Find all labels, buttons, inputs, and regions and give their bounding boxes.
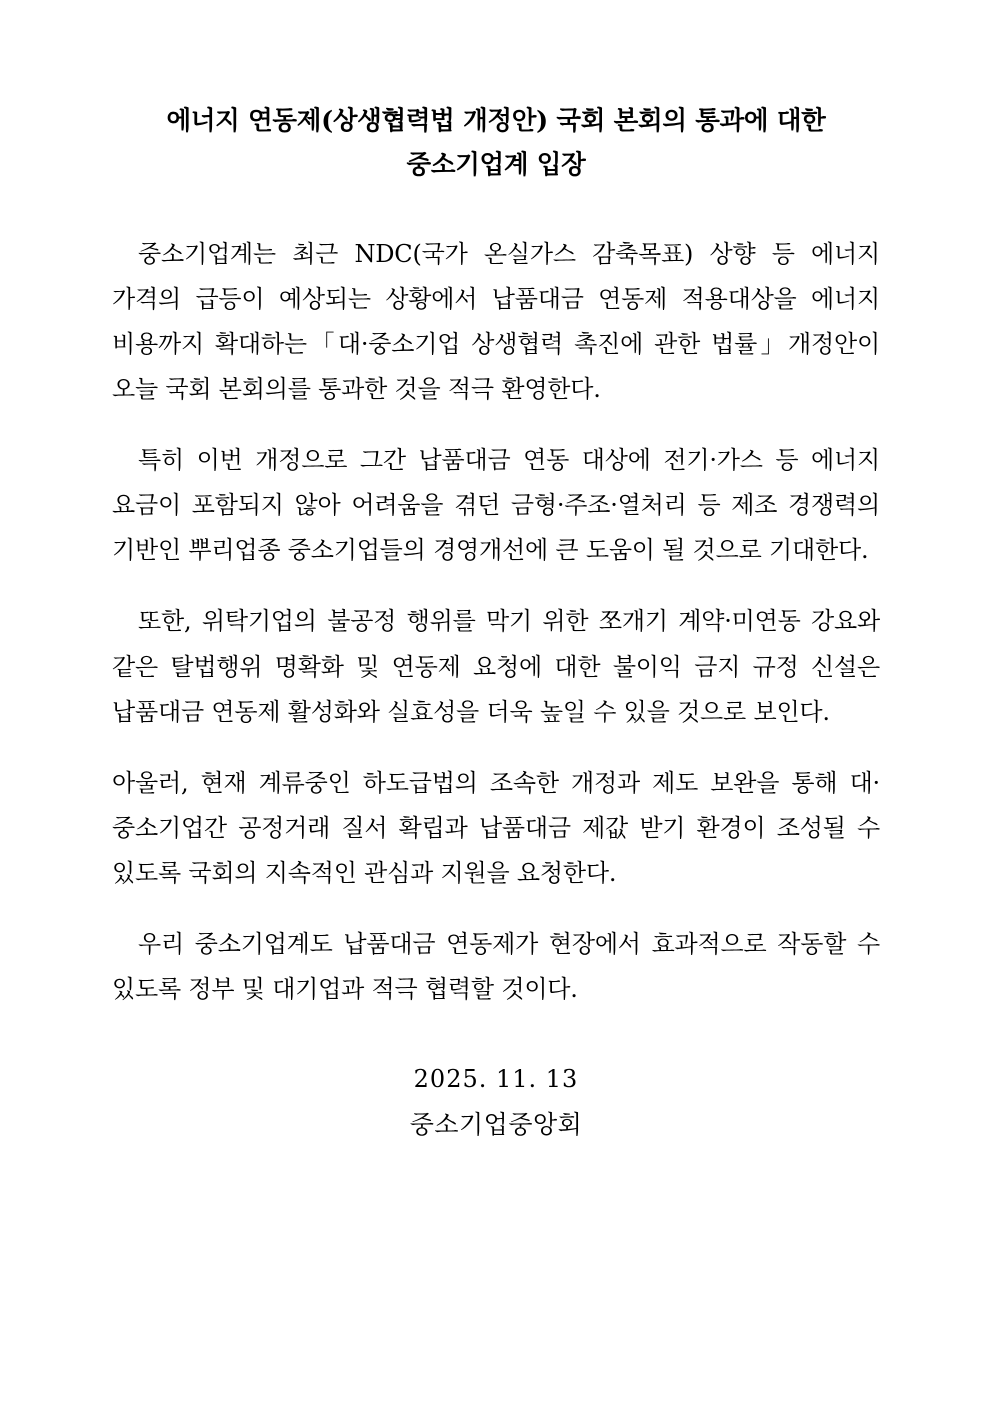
page-title-line-1: 에너지 연동제(상생협력법 개정안) 국회 본회의 통과에 대한	[166, 106, 826, 136]
body-paragraph-1: 중소기업계는 최근 NDC(국가 온실가스 감축목표) 상향 등 에너지 가격의 급등이 예상되는 상황에서 납품대금 연동제 적용대상을 에너지 비용까지 확대하는「대·중소기업 상생협력 촉진에 관한 법률」개정안이 오늘 국회 본회의를 통과한 것을 적극 환영한다.	[112, 239, 880, 404]
body-paragraph-4: 아울러, 현재 계류중인 하도급법의 조속한 개정과 제도 보완을 통해 대·중소기업간 공정거래 질서 확립과 납품대금 제값 받기 환경이 조성될 수 있도록 국회의 지속적인 관심과 지원을 요청한다.	[112, 768, 880, 888]
paragraph-gap-4	[112, 912, 880, 922]
title-body-spacer	[112, 206, 880, 232]
body-paragraph-3: 또한, 위탁기업의 불공정 행위를 막기 위한 쪼개기 계약·미연동 강요와 같은 탈법행위 명확화 및 연동제 요청에 대한 불이익 금지 규정 신설은 납품대금 연동제 활성화와 실효성을 더욱 높일 수 있을 것으로 보인다.	[112, 607, 880, 726]
paragraph-gap-3	[112, 751, 880, 761]
paragraph-gap-2	[112, 589, 880, 599]
body-paragraph-5: 우리 중소기업계도 납품대금 연동제가 현장에서 효과적으로 작동할 수 있도록 정부 및 대기업과 적극 협력할 것이다.	[112, 930, 880, 1004]
page-title-line-2: 중소기업계 입장	[406, 149, 586, 180]
signature-block	[112, 1058, 880, 1146]
paragraph-gap-1	[112, 428, 880, 438]
signature-organization: 중소기업중앙회	[409, 1109, 583, 1139]
body-paragraph-2: 특히 이번 개정으로 그간 납품대금 연동 대상에 전기·가스 등 에너지 요금이 포함되지 않아 어려움을 겪던 금형·주조·열처리 등 제조 경쟁력의 기반인 뿌리업종 중소기업들의 경영개선에 큰 도움이 될 것으로 기대한다.	[112, 446, 880, 565]
page-title	[112, 100, 880, 188]
signature-date: 2025. 11. 13	[413, 1065, 579, 1094]
